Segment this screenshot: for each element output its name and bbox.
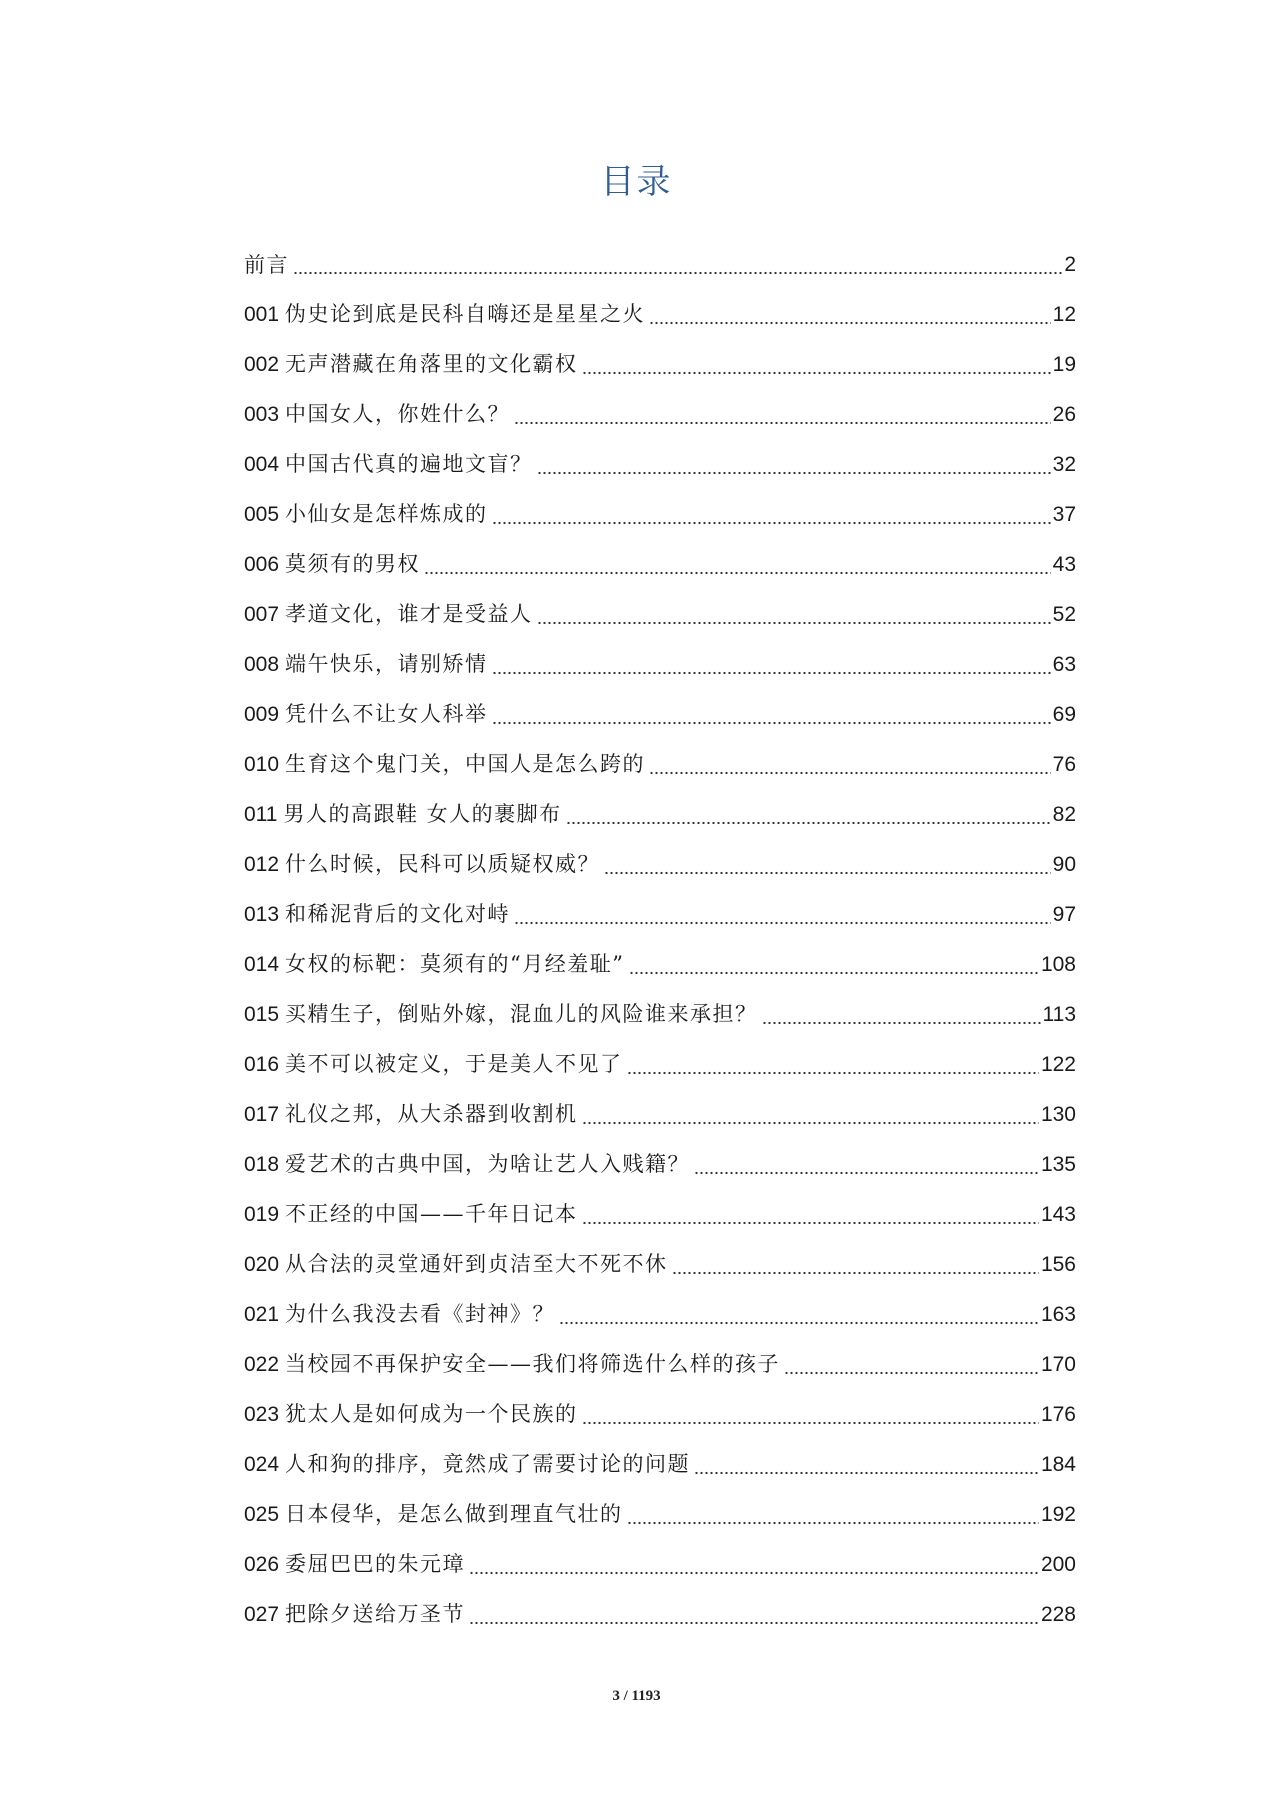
- dot-leader: [582, 1402, 1039, 1428]
- toc-entry-title: 前言: [244, 253, 289, 277]
- page-number-footer: 3 / 1193: [612, 1688, 661, 1704]
- toc-entry-page-number: 82: [1052, 803, 1076, 826]
- toc-entry-page-number: 52: [1052, 603, 1076, 626]
- toc-entry[interactable]: [244, 1228, 1076, 1278]
- toc-entry[interactable]: [244, 1328, 1076, 1378]
- toc-entry[interactable]: [244, 928, 1076, 978]
- toc-entry-title: 莫须有的男权: [285, 552, 421, 576]
- toc-entry-number: 012: [244, 853, 280, 876]
- toc-entry[interactable]: [244, 428, 1076, 478]
- dot-leader: [582, 1102, 1039, 1128]
- toc-entry-number: 016: [244, 1053, 280, 1076]
- toc-entry[interactable]: [244, 1028, 1076, 1078]
- toc-entry-number: 014: [244, 953, 280, 976]
- toc-entry-title: 礼仪之邦，从大杀器到收割机: [285, 1102, 578, 1126]
- toc-entry-page-number: 97: [1052, 903, 1076, 926]
- toc-entry-label: [244, 1301, 555, 1328]
- dot-leader: [492, 652, 1051, 678]
- toc-entry-label: [244, 1601, 465, 1628]
- toc-entry[interactable]: [244, 278, 1076, 328]
- toc-entry-number: 003: [244, 403, 280, 426]
- toc-entry-number: 021: [244, 1303, 280, 1326]
- dot-leader: [566, 802, 1051, 828]
- toc-entry-page-number: 228: [1040, 1603, 1076, 1626]
- dot-leader: [492, 702, 1051, 728]
- toc-entry-page-number: 90: [1052, 853, 1076, 876]
- toc-entry-label: [244, 1251, 668, 1278]
- toc-entry-label: [244, 1401, 578, 1428]
- toc-entry-page-number: 12: [1052, 303, 1076, 326]
- toc-entry-label: [244, 551, 420, 578]
- dot-leader: [559, 1302, 1039, 1328]
- toc-entry-label: [244, 501, 488, 528]
- toc-entry-title: 男人的高跟鞋 女人的裹脚布: [283, 802, 562, 826]
- toc-entry-label: [244, 1151, 690, 1178]
- toc-entry[interactable]: [244, 1128, 1076, 1178]
- dot-leader: [694, 1152, 1039, 1178]
- toc-entry-number: 019: [244, 1203, 280, 1226]
- toc-entry-label: [244, 751, 645, 778]
- toc-list: [244, 228, 1076, 1628]
- toc-entry[interactable]: [244, 628, 1076, 678]
- dot-leader: [537, 602, 1051, 628]
- toc-entry-number: 002: [244, 353, 280, 376]
- toc-entry-number: 005: [244, 503, 280, 526]
- toc-entry-title: 孝道文化，谁才是受益人: [285, 602, 533, 626]
- toc-entry-number: 025: [244, 1503, 280, 1526]
- toc-entry-number: 001: [244, 303, 280, 326]
- toc-entry-title: 伪史论到底是民科自嗨还是星星之火: [285, 302, 646, 326]
- toc-entry-label: [244, 451, 533, 478]
- toc-entry[interactable]: [244, 1528, 1076, 1578]
- toc-entry-title: 小仙女是怎样炼成的: [285, 502, 488, 526]
- toc-entry-title: 什么时候，民科可以质疑权威？: [285, 852, 601, 876]
- toc-entry[interactable]: [244, 478, 1076, 528]
- toc-entry[interactable]: [244, 1078, 1076, 1128]
- toc-entry-number: 017: [244, 1103, 280, 1126]
- toc-entry-number: 008: [244, 653, 280, 676]
- toc-entry-number: 022: [244, 1353, 280, 1376]
- page-title: 目录: [600, 162, 673, 202]
- toc-entry-page-number: 26: [1052, 403, 1076, 426]
- toc-entry-page-number: 69: [1052, 703, 1076, 726]
- toc-entry[interactable]: [244, 1378, 1076, 1428]
- toc-entry-title: 委屈巴巴的朱元璋: [285, 1552, 466, 1576]
- toc-entry-number: 009: [244, 703, 280, 726]
- toc-entry-title: 为什么我没去看《封神》？: [285, 1302, 556, 1326]
- toc-entry-title: 端午快乐，请别矫情: [285, 652, 488, 676]
- toc-entry-label: [244, 1351, 780, 1378]
- toc-entry-title: 日本侵华，是怎么做到理直气壮的: [285, 1502, 623, 1526]
- toc-entry-number: 007: [244, 603, 280, 626]
- toc-entry-page-number: 32: [1052, 453, 1076, 476]
- dot-leader: [627, 1052, 1039, 1078]
- toc-entry-title: 和稀泥背后的文化对峙: [285, 902, 511, 926]
- toc-entry-label: [244, 801, 562, 828]
- toc-entry-label: [244, 1001, 758, 1028]
- toc-entry-number: 026: [244, 1553, 280, 1576]
- dot-leader: [514, 902, 1051, 928]
- toc-entry-title: 犹太人是如何成为一个民族的: [285, 1402, 578, 1426]
- dot-leader: [649, 302, 1051, 328]
- toc-entry[interactable]: [244, 778, 1076, 828]
- toc-entry[interactable]: [244, 1428, 1076, 1478]
- dot-leader: [694, 1452, 1039, 1478]
- toc-entry[interactable]: [244, 528, 1076, 578]
- toc-entry[interactable]: [244, 1178, 1076, 1228]
- toc-entry-number: 015: [244, 1003, 280, 1026]
- toc-entry-page-number: 143: [1040, 1203, 1076, 1226]
- dot-leader: [784, 1352, 1039, 1378]
- toc-entry-label: [244, 701, 488, 728]
- dot-leader: [582, 352, 1051, 378]
- toc-entry-label: [244, 1501, 623, 1528]
- toc-entry-number: 018: [244, 1153, 280, 1176]
- toc-entry-page-number: 2: [1064, 253, 1076, 276]
- toc-entry-page-number: 135: [1040, 1153, 1076, 1176]
- toc-entry-title: 美不可以被定义，于是美人不见了: [285, 1052, 623, 1076]
- toc-entry[interactable]: [244, 678, 1076, 728]
- toc-entry-number: 024: [244, 1453, 280, 1476]
- toc-entry-page-number: 170: [1040, 1353, 1076, 1376]
- toc-entry-label: [244, 351, 578, 378]
- toc-entry-label: [244, 601, 533, 628]
- toc-entry-title: 无声潜藏在角落里的文化霸权: [285, 352, 578, 376]
- dot-leader: [604, 852, 1051, 878]
- toc-entry-page-number: 192: [1040, 1503, 1076, 1526]
- dot-leader: [649, 752, 1051, 778]
- dot-leader: [492, 502, 1051, 528]
- toc-entry-title: 凭什么不让女人科举: [285, 702, 488, 726]
- toc-entry-number: 020: [244, 1253, 280, 1276]
- toc-entry-number: 006: [244, 553, 280, 576]
- toc-entry-page-number: 37: [1052, 503, 1076, 526]
- toc-entry[interactable]: [244, 1478, 1076, 1528]
- dot-leader: [627, 1502, 1039, 1528]
- toc-entry[interactable]: [244, 978, 1076, 1028]
- toc-entry[interactable]: [244, 878, 1076, 928]
- toc-entry-label: [244, 651, 488, 678]
- toc-entry-number: 010: [244, 753, 280, 776]
- toc-entry-page-number: 184: [1040, 1453, 1076, 1476]
- toc-entry-title: 爱艺术的古典中国，为啥让艺人入贱籍？: [285, 1152, 691, 1176]
- toc-entry-page-number: 163: [1040, 1303, 1076, 1326]
- toc-entry[interactable]: [244, 228, 1076, 278]
- toc-entry[interactable]: [244, 328, 1076, 378]
- toc-entry-label: [244, 1451, 690, 1478]
- dot-leader: [469, 1602, 1039, 1628]
- toc-entry[interactable]: [244, 1578, 1076, 1628]
- toc-entry-title: 人和狗的排序，竟然成了需要讨论的问题: [285, 1452, 691, 1476]
- dot-leader: [629, 952, 1039, 978]
- toc-entry-page-number: 156: [1040, 1253, 1076, 1276]
- dot-leader: [469, 1552, 1039, 1578]
- toc-entry-page-number: 76: [1052, 753, 1076, 776]
- toc-entry[interactable]: [244, 828, 1076, 878]
- toc-entry-page-number: 63: [1052, 653, 1076, 676]
- toc-entry-label: [244, 1201, 578, 1228]
- toc-entry[interactable]: [244, 728, 1076, 778]
- toc-entry-page-number: 130: [1040, 1103, 1076, 1126]
- toc-entry-label: [244, 951, 625, 978]
- toc-entry-number: 011: [244, 803, 278, 826]
- dot-leader: [424, 552, 1051, 578]
- toc-entry-title: 中国女人，你姓什么？: [285, 402, 511, 426]
- toc-entry-label: [244, 1051, 623, 1078]
- dot-leader: [672, 1252, 1039, 1278]
- toc-entry-number: 023: [244, 1403, 280, 1426]
- toc-entry-page-number: 176: [1040, 1403, 1076, 1426]
- toc-entry[interactable]: [244, 378, 1076, 428]
- toc-entry[interactable]: [244, 1278, 1076, 1328]
- toc-entry-label: [244, 252, 289, 278]
- toc-entry-label: [244, 1101, 578, 1128]
- toc-entry-title: 买精生子，倒贴外嫁，混血儿的风险谁来承担？: [285, 1002, 758, 1026]
- toc-entry-title: 女权的标靶：莫须有的“月经羞耻”: [285, 952, 625, 976]
- toc-entry-number: 027: [244, 1603, 280, 1626]
- toc-entry-label: [244, 401, 510, 428]
- toc-entry-number: 013: [244, 903, 280, 926]
- toc-entry-page-number: 113: [1042, 1003, 1076, 1026]
- toc-entry-title: 把除夕送给万圣节: [285, 1602, 466, 1626]
- toc-entry-title: 从合法的灵堂通奸到贞洁至大不死不休: [285, 1252, 668, 1276]
- toc-entry-title: 当校园不再保护安全——我们将筛选什么样的孩子: [285, 1352, 781, 1376]
- toc-entry-title: 生育这个鬼门关，中国人是怎么跨的: [285, 752, 646, 776]
- toc-entry[interactable]: [244, 578, 1076, 628]
- dot-leader: [514, 402, 1051, 428]
- toc-entry-label: [244, 901, 510, 928]
- toc-entry-label: [244, 301, 645, 328]
- dot-leader: [762, 1002, 1041, 1028]
- toc-entry-page-number: 200: [1040, 1553, 1076, 1576]
- dot-leader: [537, 452, 1051, 478]
- dot-leader: [582, 1202, 1039, 1228]
- toc-entry-title: 中国古代真的遍地文盲？: [285, 452, 533, 476]
- toc-entry-label: [244, 851, 600, 878]
- toc-entry-page-number: 108: [1040, 953, 1076, 976]
- toc-entry-page-number: 19: [1052, 353, 1076, 376]
- toc-entry-page-number: 43: [1052, 553, 1076, 576]
- toc-entry-label: [244, 1551, 465, 1578]
- toc-entry-page-number: 122: [1040, 1053, 1076, 1076]
- toc-entry-title: 不正经的中国——千年日记本: [285, 1202, 578, 1226]
- toc-entry-number: 004: [244, 453, 280, 476]
- dot-leader: [293, 252, 1062, 278]
